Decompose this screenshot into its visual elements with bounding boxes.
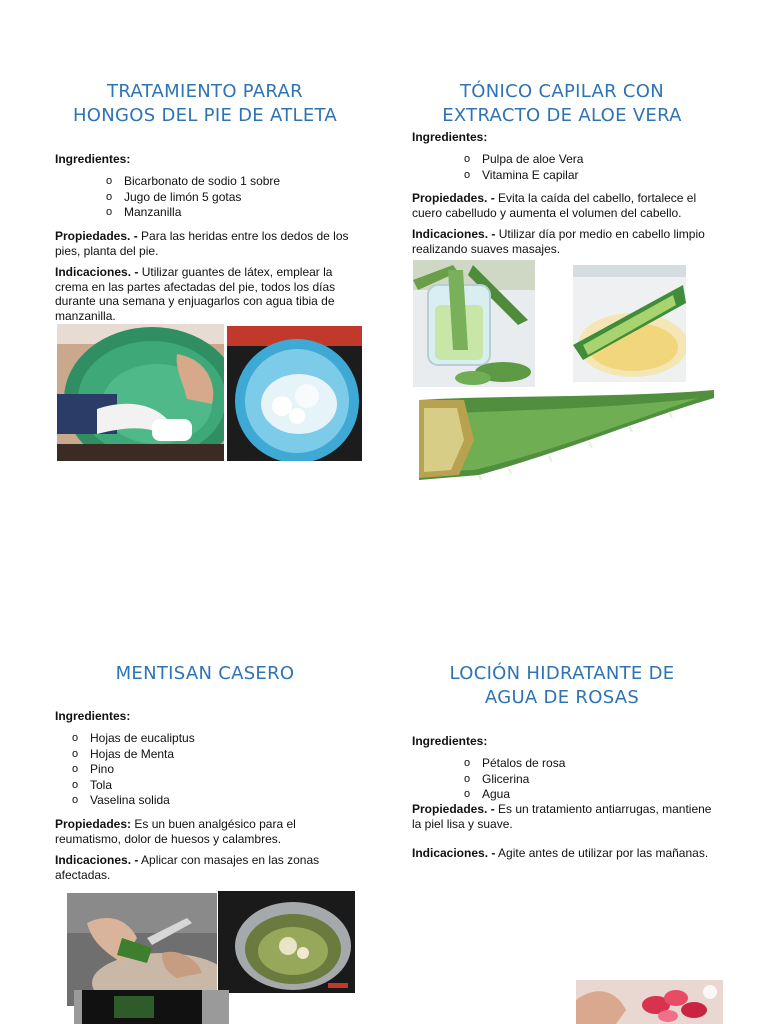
properties-label: Propiedades: [55,817,132,831]
title-line: HONGOS DEL PIE DE ATLETA [72,105,338,126]
title-line: MENTISAN CASERO [115,663,295,684]
ingredients-list [464,756,714,803]
bullet-icon: o [106,175,113,187]
bullet-icon: o [106,190,113,203]
title-line: TRATAMIENTO PARAR [107,81,303,102]
list-item: o Vaselina solida [72,793,170,807]
properties-label: Propiedades. - [55,229,138,243]
indications-paragraph [412,227,708,256]
properties-paragraph [55,817,360,846]
ingredients-label: Ingredientes: [412,734,488,748]
title-line: EXTRACTO DE ALOE VERA [442,105,682,126]
ingredients-label: Ingredientes: [412,130,488,144]
indications-text: Agite antes de utilizar por las mañanas. [498,846,709,860]
properties-paragraph [412,802,712,831]
card-title [50,662,360,686]
indications-label: Indicaciones. - [412,227,496,241]
bullet-icon: o [464,757,471,769]
list-item: o Jugo de limón 5 gotas [106,189,242,204]
photo-mentisan-bottom [74,990,229,1024]
title-line: TÓNICO CAPILAR CON [459,81,665,102]
indications-label: Indicaciones. - [55,265,139,279]
bullet-icon: o [72,794,79,806]
list-item: o Hojas de eucaliptus [72,731,195,745]
properties-label: Propiedades. - [412,802,495,816]
indications-paragraph [55,853,327,882]
ingredients-label: Ingredientes: [55,709,131,723]
card-title [408,662,716,710]
bullet-icon: o [464,788,471,800]
photo-aloe-gel [573,265,686,382]
card-title [408,80,716,128]
title-line: LOCIÓN HIDRATANTE DE [449,663,675,684]
list-item: o Vitamina E capilar [464,167,579,182]
list-item: o Agua [464,787,511,801]
bullet-icon: o [72,747,79,760]
photo-bowl-bicarbonate [227,326,362,461]
properties-text: Para las heridas entre los dedos de los pies, planta del pie. [55,229,349,258]
list-item: o Hojas de Menta [72,746,175,761]
ingredients-list [464,152,714,183]
photo-foot-basin [57,324,224,461]
properties-text: Evita la caída del cabello, fortalece el cuero cabelludo y aumenta el volumen del cabello. [412,191,697,220]
photo-pot-mixture [218,891,355,993]
photo-rose-petals [576,980,723,1024]
bullet-icon: o [106,206,113,218]
bullet-icon: o [464,153,471,165]
properties-paragraph [55,229,355,258]
list-item: o Pétalos de rosa [464,756,566,770]
ingredients-list [106,174,356,221]
list-item: o Glicerina [464,771,530,786]
bullet-icon: o [72,732,79,744]
photo-aloe-jar [413,260,535,387]
list-item: o Pino [72,762,115,776]
indications-paragraph [55,265,347,323]
properties-text: Es un tratamiento antiarrugas, mantiene la piel lisa y suave. [412,802,712,831]
bullet-icon: o [72,763,79,775]
ingredients-label: Ingredientes: [55,152,131,166]
indications-text: Aplicar con masajes en las zonas afectadas. [55,853,320,882]
list-item: o Bicarbonato de sodio 1 sobre [106,174,281,188]
properties-paragraph [412,191,708,220]
properties-text: Es un buen analgésico para el reumatismo, dolor de huesos y calambres. [55,817,296,846]
bullet-icon: o [464,772,471,785]
list-item: o Tola [72,777,113,792]
bullet-icon: o [72,778,79,791]
properties-label: Propiedades. - [412,191,495,205]
bullet-icon: o [464,168,471,181]
photo-aloe-leaf [419,390,714,480]
card-title [50,80,360,128]
list-item: o Pulpa de aloe Vera [464,152,584,166]
indications-text: Utilizar guantes de látex, emplear la crema en las partes afectadas del pie, todos los días durante una semana y enjuagarlos con agua tibia de manzanilla. [55,265,336,323]
indications-paragraph [412,846,712,861]
indications-label: Indicaciones. - [412,846,496,860]
list-item: o Manzanilla [106,205,182,219]
indications-label: Indicaciones. - [55,853,139,867]
indications-text: Utilizar día por medio en cabello limpio realizando suaves masajes. [412,227,705,256]
title-line: AGUA DE ROSAS [484,687,640,708]
ingredients-list [72,731,332,809]
